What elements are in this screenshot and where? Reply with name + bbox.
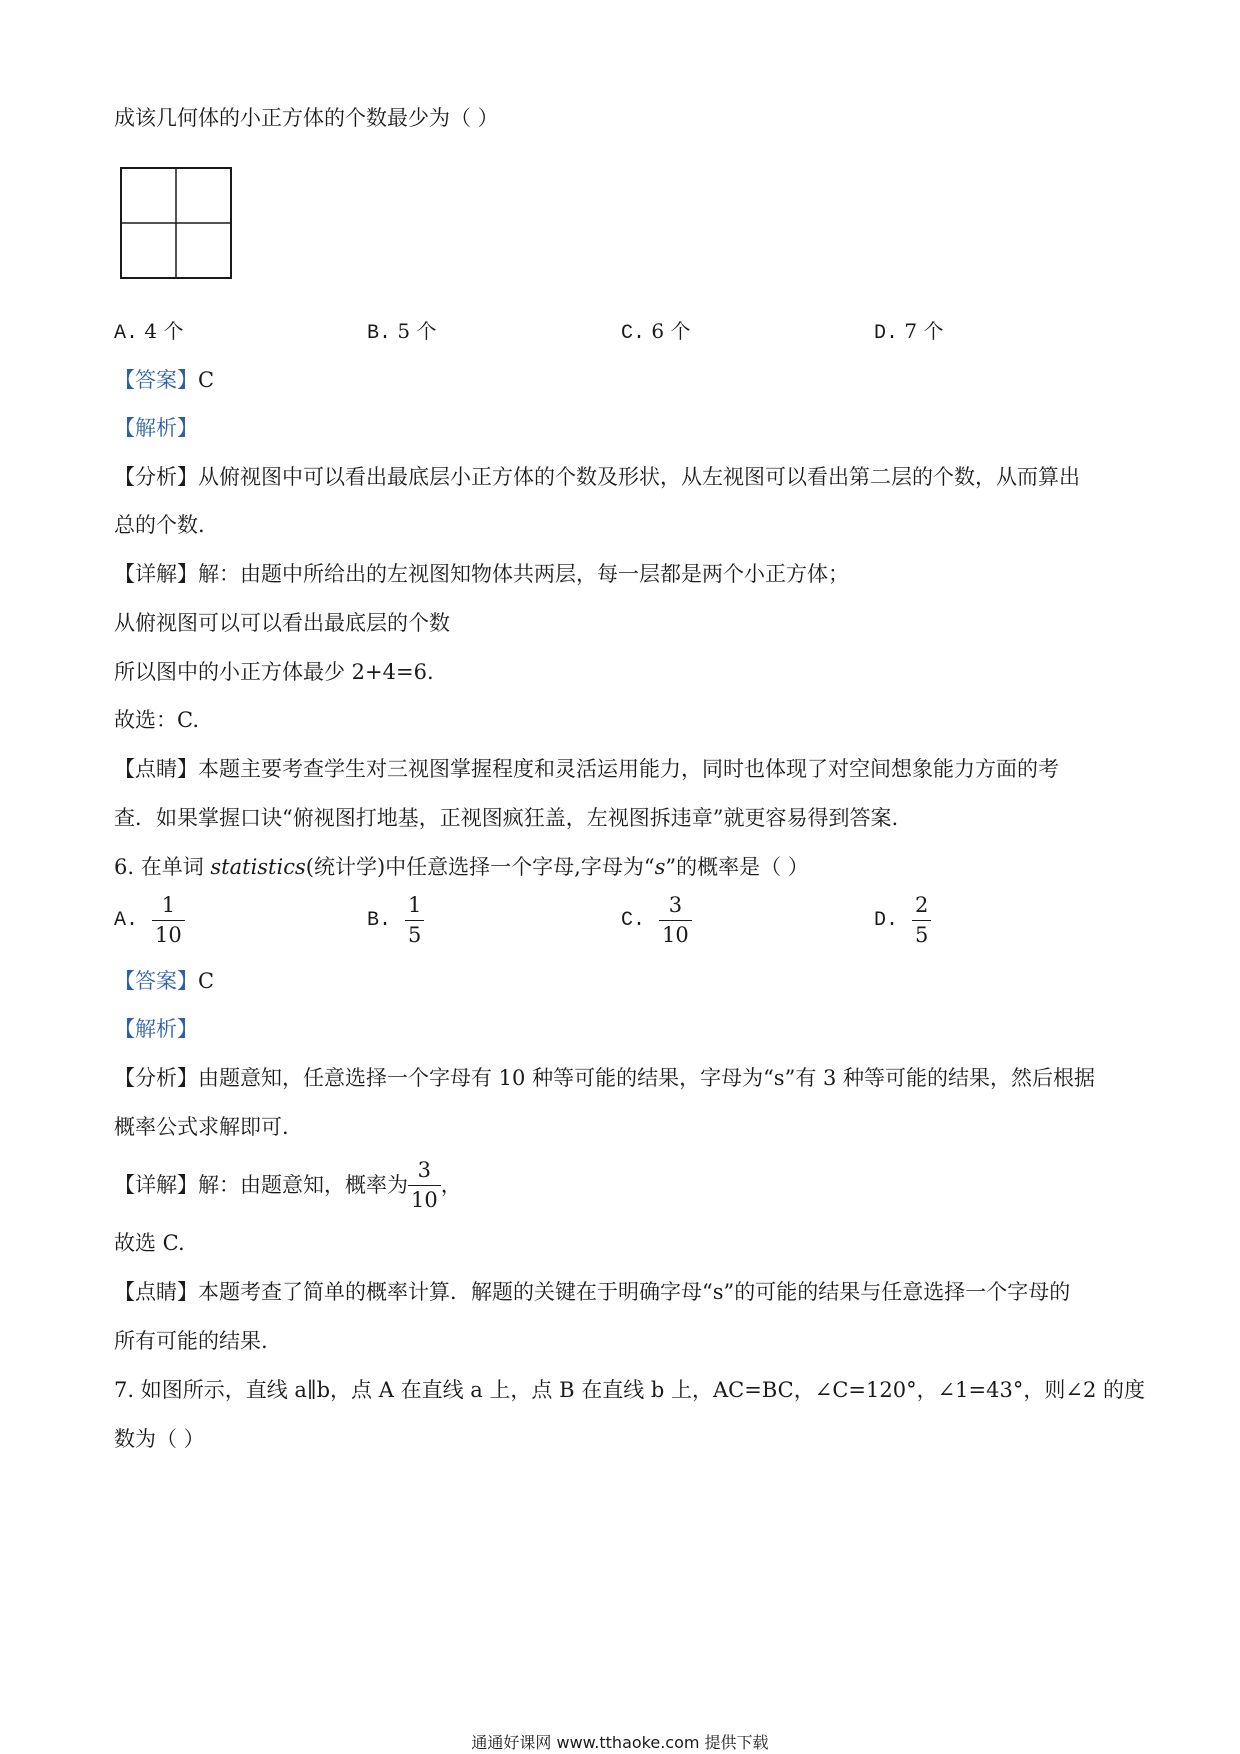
fraction: $\frac{3}{10}$ <box>659 895 692 946</box>
q5-choose: 故选：C. <box>114 708 199 732</box>
q5-comment-line-2: 查．如果掌握口诀“俯视图打地基，正视图疯狂盖，左视图拆违章”就更容易得到答案. <box>114 806 899 830</box>
q5-analysis-line-2: 总的个数. <box>114 513 205 537</box>
q5-answer: 【答案】C <box>114 368 215 392</box>
q5-option-d: D. 7 个 <box>874 319 944 345</box>
q6-analysis-line-2: 概率公式求解即可. <box>114 1115 289 1139</box>
q5-comment-line-1: 【点睛】本题主要考查学生对三视图掌握程度和灵活运用能力，同时也体现了对空间想象能力方面的考 <box>114 757 1059 781</box>
q6-option-d: D. $\frac{2}{5}$ <box>874 895 931 946</box>
q6-option-b: B. $\frac{1}{5}$ <box>367 895 424 946</box>
q5-detail-line-3: 所以图中的小正方体最少 2+4=6. <box>114 660 434 684</box>
fraction: $\frac{1}{10}$ <box>152 895 185 946</box>
answer-tag: 【答案】 <box>114 969 198 993</box>
q5-jiexi: 【解析】 <box>114 416 198 440</box>
top-view-figure <box>120 167 232 279</box>
q5-analysis-line-1: 【分析】从俯视图中可以看出最底层小正方体的个数及形状，从左视图可以看出第二层的个数，从而算出 <box>114 465 1080 489</box>
page-footer: 通通好课网 www.tthaoke.com 提供下载 <box>471 1733 769 1752</box>
q6-analysis-line-1: 【分析】由题意知，任意选择一个字母有 10 种等可能的结果，字母为“s”有 3 种等可能的结果，然后根据 <box>114 1066 1096 1090</box>
fraction: $\frac{3}{10}$ <box>408 1160 441 1211</box>
q5-option-b: B. 5 个 <box>367 319 437 345</box>
q6-jiexi: 【解析】 <box>114 1017 198 1041</box>
q7-stem-line-2: 数为（ ） <box>114 1427 205 1451</box>
q6-comment-line-1: 【点睛】本题考查了简单的概率计算．解题的关键在于明确字母“s”的可能的结果与任意选择一个字母的 <box>114 1280 1071 1304</box>
q6-answer: 【答案】C <box>114 969 215 993</box>
fraction: $\frac{1}{5}$ <box>405 895 424 946</box>
q6-comment-line-2: 所有可能的结果. <box>114 1329 268 1353</box>
q6-choose: 故选 C. <box>114 1231 185 1255</box>
q5-option-c: C. 6 个 <box>621 319 691 345</box>
q6-stem: 6. 在单词 statistics(统计学)中任意选择一个字母,字母为“s”的概率是（ ） <box>114 855 809 879</box>
answer-tag: 【答案】 <box>114 368 198 392</box>
fraction: $\frac{2}{5}$ <box>912 895 931 946</box>
q5-detail-line-2: 从俯视图可以可以看出最底层的个数 <box>114 611 450 635</box>
q5-stem-tail: 成该几何体的小正方体的个数最少为（ ） <box>114 106 499 130</box>
q6-option-a: A. $\frac{1}{10}$ <box>114 895 185 946</box>
q6-option-c: C. $\frac{3}{10}$ <box>621 895 692 946</box>
q6-detail: 【详解】解：由题意知，概率为 $\frac{3}{10}$ ， <box>114 1158 462 1212</box>
q5-detail-line-1: 【详解】解：由题中所给出的左视图知物体共两层，每一层都是两个小正方体； <box>114 562 849 586</box>
q7-stem-line-1: 7. 如图所示，直线 a∥b，点 A 在直线 a 上，点 B 在直线 b 上，AC=BC，∠C=120°，∠1=43°，则∠2 的度 <box>114 1378 1145 1402</box>
q5-option-a: A. 4 个 <box>114 319 184 345</box>
